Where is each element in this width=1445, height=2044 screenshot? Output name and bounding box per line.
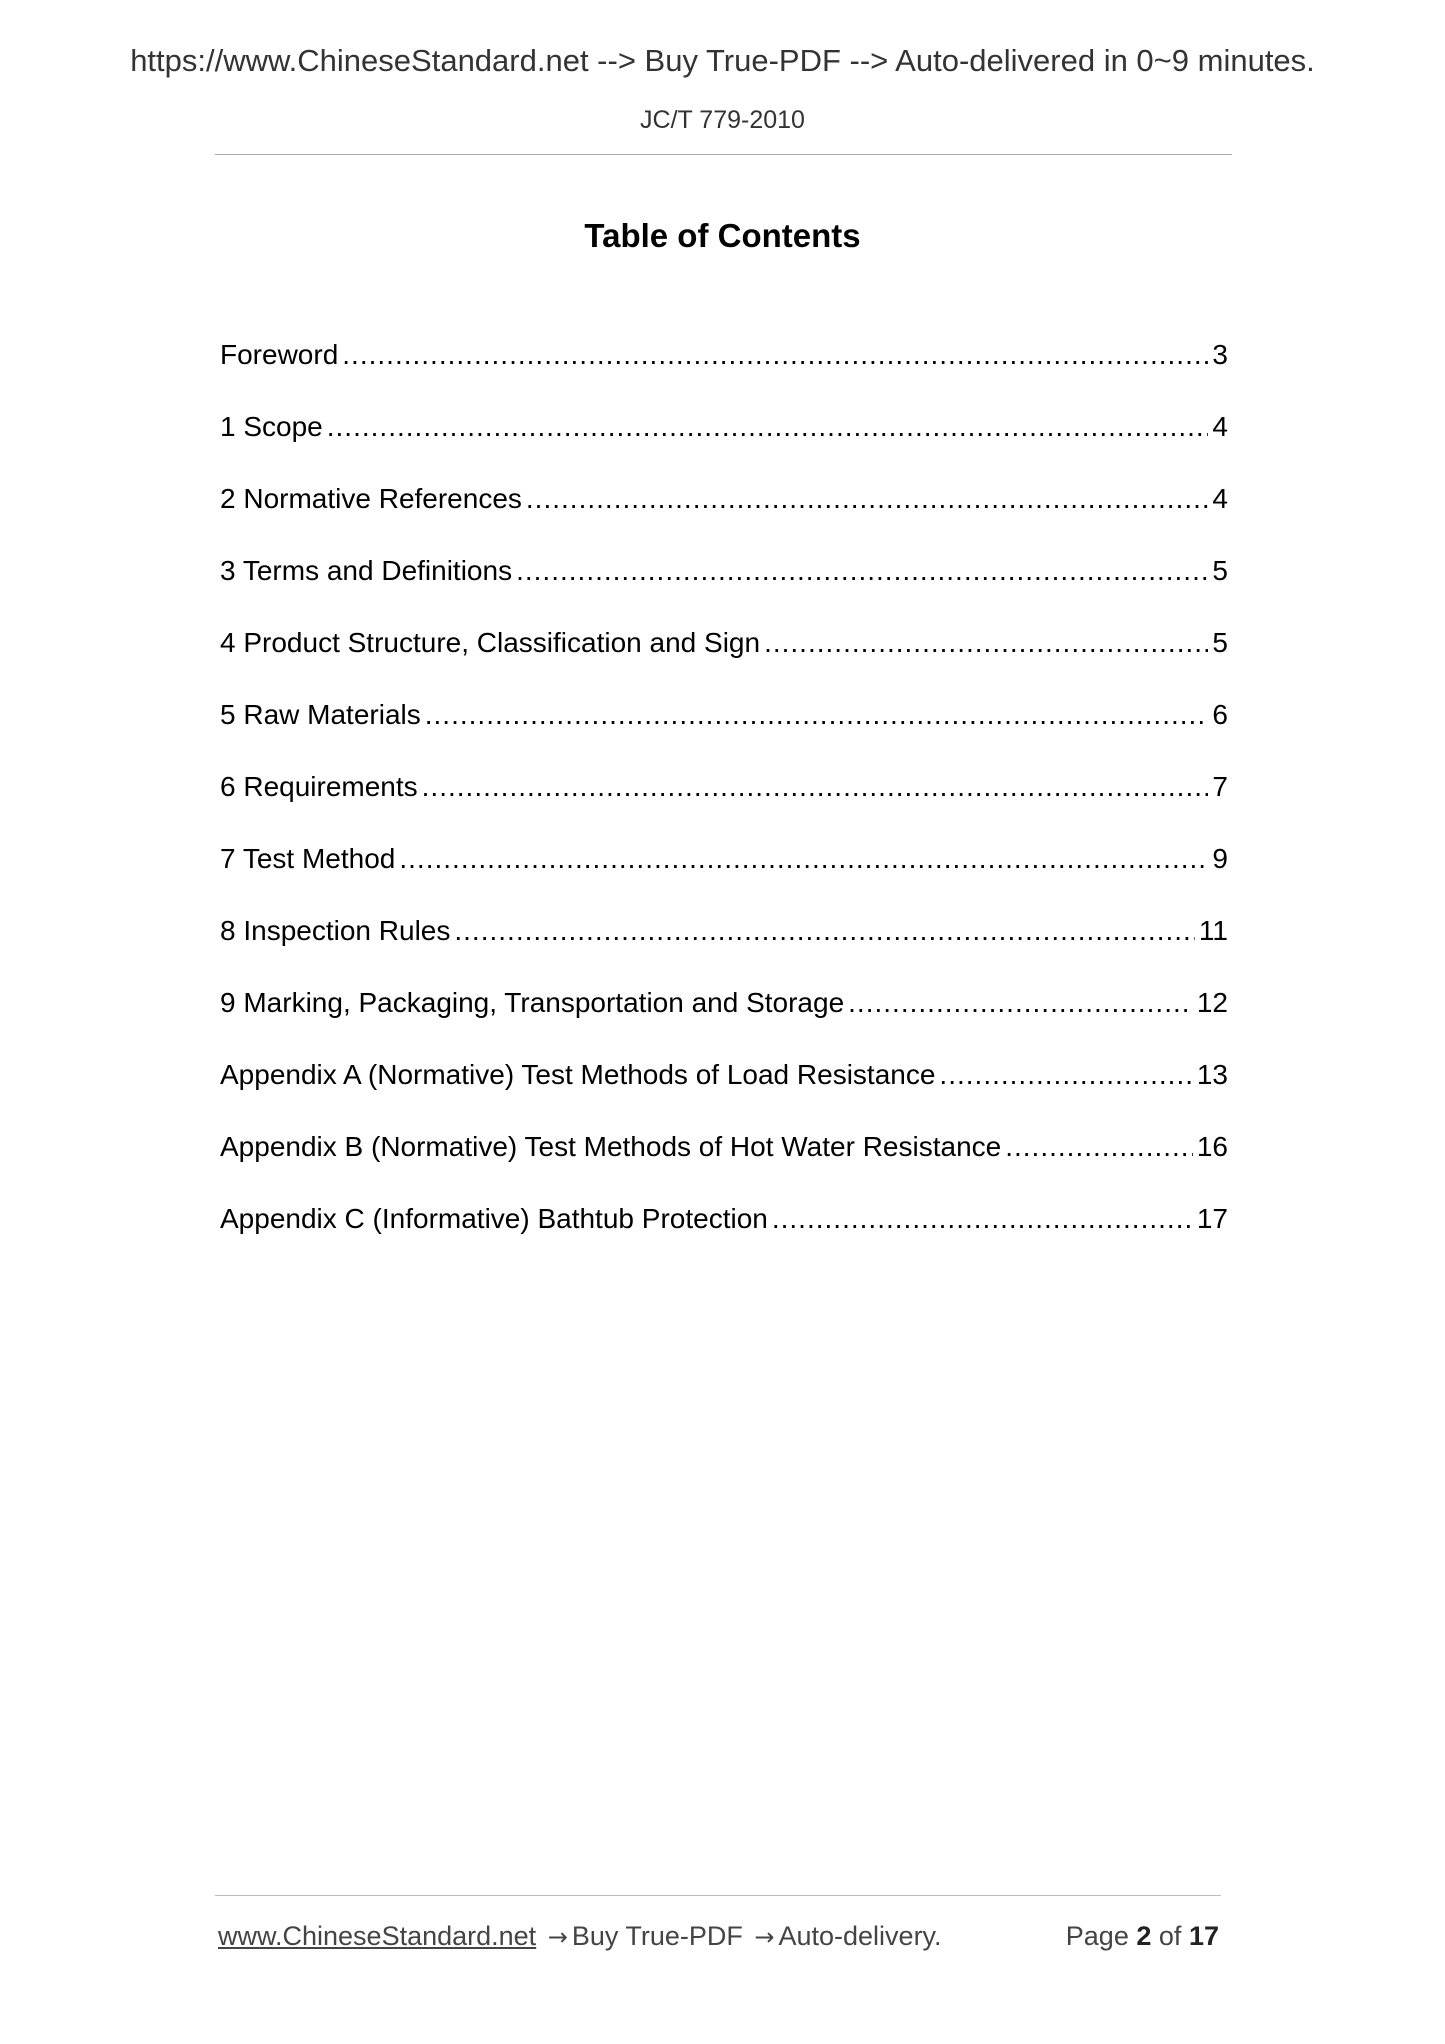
toc-leader-dots <box>454 911 1195 951</box>
toc-entry[interactable] <box>220 335 1228 407</box>
toc-leader-dots <box>342 335 1208 375</box>
toc-entry-label: Appendix C (Informative) Bathtub Protection <box>220 1203 768 1234</box>
top-banner: https://www.ChineseStandard.net --> Buy True-PDF --> Auto-delivered in 0~9 minutes. <box>130 43 1315 78</box>
toc-entry-page: 4 <box>1212 411 1228 442</box>
toc-entry-label: 7 Test Method <box>220 843 396 874</box>
toc-entry[interactable] <box>220 911 1228 983</box>
current-page-number: 2 <box>1136 1921 1152 1951</box>
total-pages-number: 17 <box>1188 1921 1219 1951</box>
toc-entry[interactable] <box>220 623 1228 695</box>
toc-leader-dots <box>399 839 1208 879</box>
toc-entry-label: 1 Scope <box>220 411 323 442</box>
toc-entry-page: 11 <box>1198 915 1228 946</box>
page-indicator <box>1066 1916 1219 1956</box>
toc-entry-page: 9 <box>1212 843 1228 874</box>
toc-entry[interactable] <box>220 1199 1228 1271</box>
of-word: of <box>1158 1921 1182 1951</box>
toc-entry[interactable] <box>220 767 1228 839</box>
toc-entry[interactable] <box>220 1055 1228 1127</box>
toc-entry-page: 16 <box>1196 1131 1228 1162</box>
toc-entry[interactable] <box>220 695 1228 767</box>
toc-list <box>220 335 1228 1271</box>
toc-entry[interactable] <box>220 407 1228 479</box>
toc-entry-page: 6 <box>1212 699 1228 730</box>
toc-entry-label: Appendix A (Normative) Test Methods of Load Resistance <box>220 1059 936 1090</box>
header-divider <box>215 154 1232 155</box>
toc-leader-dots <box>848 983 1193 1023</box>
toc-leader-dots <box>939 1055 1192 1095</box>
toc-entry[interactable] <box>220 479 1228 551</box>
toc-entry-page: 3 <box>1212 339 1228 370</box>
toc-entry-label: 3 Terms and Definitions <box>220 555 513 586</box>
toc-entry-page: 12 <box>1196 987 1228 1018</box>
toc-leader-dots <box>516 551 1208 591</box>
toc-leader-dots <box>422 767 1209 807</box>
toc-leader-dots <box>1005 1127 1193 1167</box>
toc-entry[interactable] <box>220 839 1228 911</box>
toc-entry-label: Appendix B (Normative) Test Methods of Hot Water Resistance <box>220 1131 1002 1162</box>
toc-leader-dots <box>425 695 1209 735</box>
toc-entry-label: 9 Marking, Packaging, Transportation and Storage <box>220 987 845 1018</box>
footer-divider <box>215 1895 1221 1896</box>
page-word: Page <box>1065 1921 1129 1951</box>
buy-true-pdf-text: Buy True-PDF <box>571 1921 743 1951</box>
toc-entry[interactable] <box>220 1127 1228 1199</box>
toc-entry[interactable] <box>220 551 1228 623</box>
document-code: JC/T 779-2010 <box>640 106 805 134</box>
toc-entry-label: 6 Requirements <box>220 771 418 802</box>
site-link[interactable]: www.ChineseStandard.net <box>218 1921 537 1951</box>
page-title: Table of Contents <box>584 217 861 254</box>
toc-entry-label: 4 Product Structure, Classification and Sign <box>220 627 761 658</box>
toc-leader-dots <box>327 407 1209 447</box>
toc-entry-page: 4 <box>1212 483 1228 514</box>
toc-entry-label: Foreword <box>220 339 339 370</box>
toc-entry-page: 17 <box>1196 1203 1228 1234</box>
right-arrow-icon: → <box>754 1923 775 1951</box>
toc-entry-page: 5 <box>1212 627 1228 658</box>
right-arrow-icon: → <box>547 1923 568 1951</box>
toc-entry[interactable] <box>220 983 1228 1055</box>
page-footer <box>218 1916 1223 1956</box>
toc-entry-label: 2 Normative References <box>220 483 522 514</box>
toc-leader-dots <box>764 623 1208 663</box>
toc-entry-page: 13 <box>1196 1059 1228 1090</box>
auto-delivery-text: Auto-delivery. <box>778 1921 942 1951</box>
toc-entry-page: 5 <box>1212 555 1228 586</box>
toc-entry-label: 5 Raw Materials <box>220 699 421 730</box>
toc-leader-dots <box>526 479 1209 519</box>
toc-leader-dots <box>772 1199 1193 1239</box>
toc-entry-page: 7 <box>1212 771 1228 802</box>
toc-entry-label: 8 Inspection Rules <box>220 915 451 946</box>
